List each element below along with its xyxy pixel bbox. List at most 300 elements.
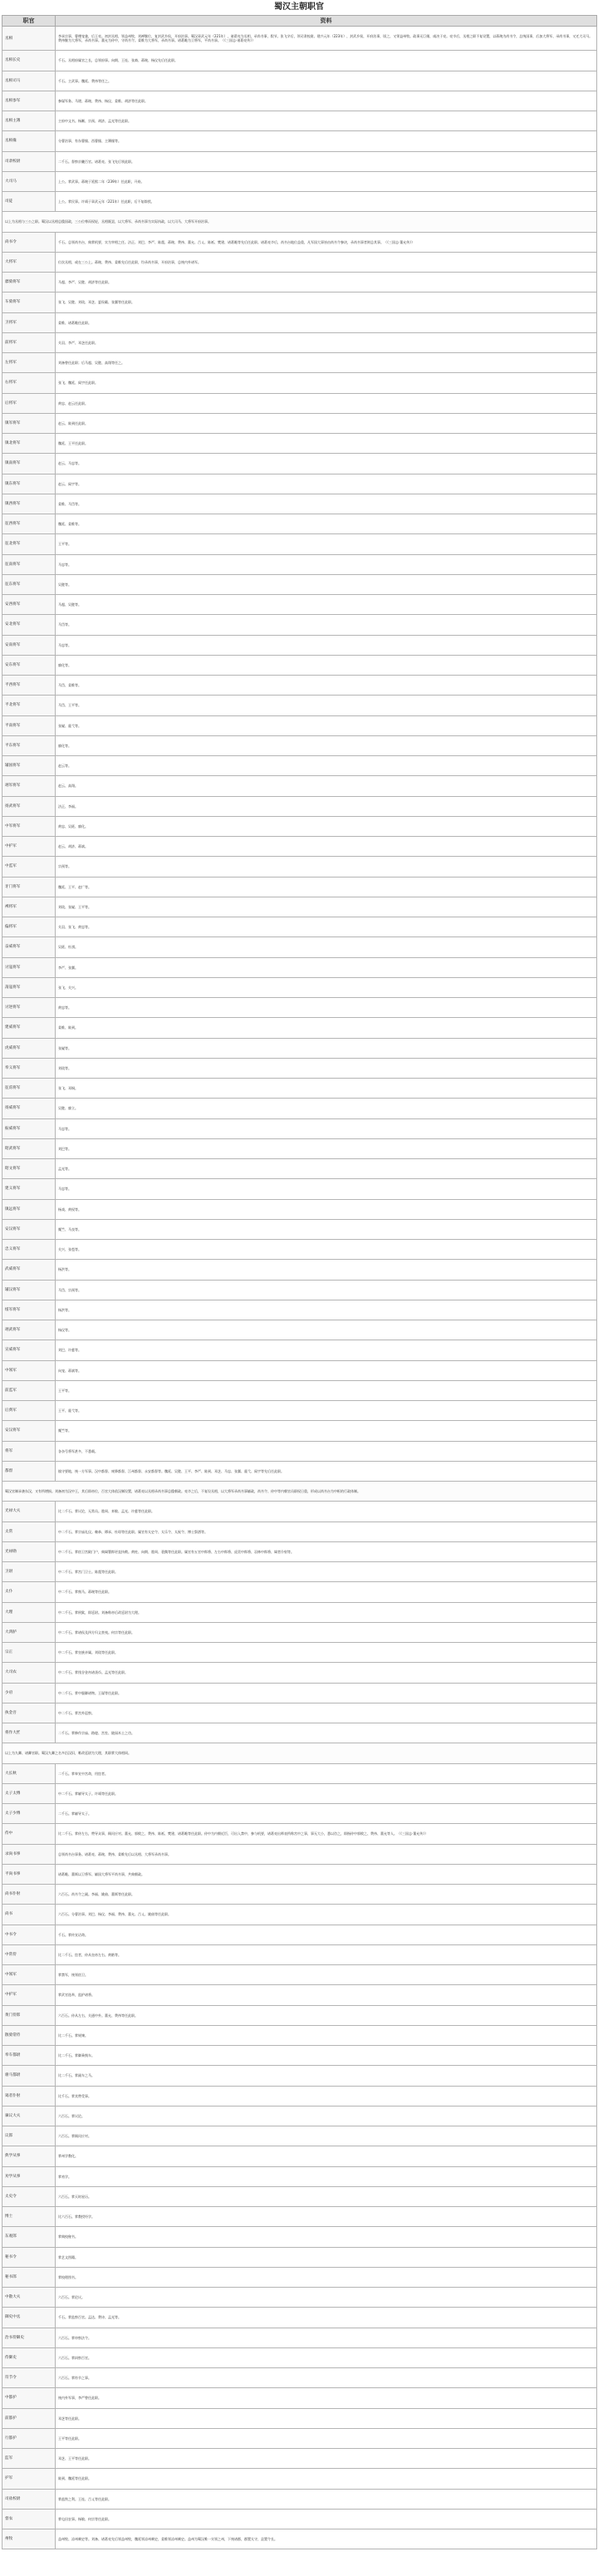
office-info: 掌校理图书。 <box>56 2267 597 2287</box>
office-info: 赵云、胡济、蒋斌。 <box>56 837 597 857</box>
office-name: 中书令 <box>2 1925 56 1944</box>
table-row <box>2 2126 597 2146</box>
office-info: 张飞、吴懿、刘琰、邓芝、夏侯霸、张翼等任此职。 <box>56 293 597 312</box>
table-row <box>2 1219 597 1239</box>
office-name: 安汉将军 <box>2 1219 56 1239</box>
office-name: 征东将军 <box>2 574 56 594</box>
office-name: 治书侍御史 <box>2 2328 56 2347</box>
table-row <box>2 2368 597 2388</box>
table-row <box>2 2489 597 2509</box>
table-row <box>2 2328 597 2347</box>
table-row <box>2 1985 597 2005</box>
office-info: 黄忠、吴班、廖化。 <box>56 816 597 836</box>
table-row <box>2 1360 597 1380</box>
table-row <box>2 2186 597 2206</box>
table-row <box>2 373 597 393</box>
office-name: 征西将军 <box>2 514 56 534</box>
table-row <box>2 696 597 715</box>
office-name: 征虏将军 <box>2 1079 56 1099</box>
office-info: 张嶷等。 <box>56 1038 597 1058</box>
summary-note: 以上为九卿、诸卿官职。蜀汉九卿之名多沿汉旧，唯改廷尉为大理，其职掌大体相同。 <box>2 1743 597 1763</box>
office-name: 奉车都尉 <box>2 2046 56 2066</box>
table-row <box>2 1703 597 1723</box>
office-name: 大鸿胪 <box>2 1622 56 1642</box>
office-info: 张嶷、霍弋等。 <box>56 715 597 735</box>
office-name: 卫尉 <box>2 1562 56 1582</box>
office-name: 侍中 <box>2 1824 56 1844</box>
office-name: 荡寇将军 <box>2 977 56 997</box>
office-info: 掌武官选举，监护诸将。 <box>56 1985 597 2005</box>
table-row <box>2 2146 597 2166</box>
office-info: 关羽、张飞、黄忠等。 <box>56 917 597 937</box>
office-info: 廖化等。 <box>56 655 597 675</box>
office-name: 护军 <box>2 2469 56 2489</box>
office-name: 平北将军 <box>2 696 56 715</box>
office-name: 平尚书事 <box>2 1864 56 1884</box>
office-name: 黄门侍郎 <box>2 2005 56 2025</box>
office-info: 中二千石。掌辅导太子。许靖等任此职。 <box>56 1783 597 1803</box>
table-row <box>2 171 597 191</box>
table-row <box>2 574 597 594</box>
table-row <box>2 2025 597 2045</box>
table-row <box>2 837 597 857</box>
office-info: 杨戏、黄权等。 <box>56 1199 597 1219</box>
office-info: 掌盐铁之利。王连、吕乂等任此职。 <box>56 2489 597 2509</box>
office-info: 向宠、蒋斌等。 <box>56 1360 597 1380</box>
office-name: 右将军 <box>2 373 56 393</box>
office-info: 中二千石。掌宫门卫士。陈震等任此职。 <box>56 1562 597 1582</box>
office-info: 镇守要地，统一方军事。汉中都督、庲降都督、江州都督、永安都督等。魏延、吴懿、王平、李严、陈到、邓芝、马忠、张翼、霍弋、阎宇等先后任此职。 <box>56 1461 597 1481</box>
office-info: 魏延、王平任此职。 <box>56 434 597 454</box>
office-info: 马超、李严、吴懿、胡济等任此职。 <box>56 273 597 293</box>
office-name: 太仆 <box>2 1582 56 1602</box>
office-info: 掌艺文图籍。 <box>56 2247 597 2267</box>
table-row <box>2 252 597 272</box>
office-name: 建威将军 <box>2 1018 56 1038</box>
office-name: 辅汉将军 <box>2 1280 56 1300</box>
table-row <box>2 1885 597 1905</box>
office-info: 掌州学教化。 <box>56 2146 597 2166</box>
table-row <box>2 1864 597 1884</box>
office-info: 邓芝、王平等任此职。 <box>56 2449 597 2469</box>
office-info: 比六百石。掌教授经学。 <box>56 2207 597 2227</box>
office-info: 诸葛瞻、董厥以卫将军、辅国大将军平尚书事，共典朝政。 <box>56 1864 597 1884</box>
office-name: 尚书 <box>2 1905 56 1925</box>
table-row <box>2 796 597 816</box>
office-info: 中二千石。掌宿卫宫殿门户，典谒署郎更直执戟。黄柱、向朗、谯周、裴儁等任此职。属官有五官中郎将、左右中郎将、虎贲中郎将、羽林中郎将、谒者仆射等。 <box>56 1541 597 1561</box>
office-name: 符节令 <box>2 2368 56 2388</box>
office-info: 六百石。掌顾问应对。 <box>56 2126 597 2146</box>
office-info: 张飞、邓铜。 <box>56 1079 597 1099</box>
office-info: 二千石。掌奉宣中宫命，用宦者。 <box>56 1763 597 1783</box>
office-name: 镇南将军 <box>2 454 56 474</box>
table-row <box>2 1320 597 1340</box>
office-info: 马岱、姜维等。 <box>56 676 597 696</box>
office-name: 讨逆将军 <box>2 998 56 1018</box>
office-info: 比二千石。掌侍左右，赞导众事，顾问应对。董允、郭攸之、费祎、陈祗、樊建、诸葛瞻等任此职。侍中为内朝近臣，可出入禁中，参与机要，诸葛亮出师表所称宫中之事，事无大小，悉以咨之，即指侍中郭攸之、费祎、董允等人。（《三国志·董允传》） <box>56 1824 597 1844</box>
table-row <box>2 393 597 413</box>
office-name: 征北将军 <box>2 534 56 554</box>
office-name: 前都护 <box>2 2408 56 2428</box>
office-info: 二千石。督察京畿百官。诸葛亮、张飞先后领此职。 <box>56 151 597 171</box>
office-name: 司盐校尉 <box>2 2489 56 2509</box>
office-info: 上公。掌民事。许靖于章武元年（221年）任此职，后不复除授。 <box>56 192 597 212</box>
office-info: 王平等。 <box>56 1380 597 1400</box>
table-row <box>2 1622 597 1642</box>
office-info: 六百石。掌议论。 <box>56 2106 597 2126</box>
office-info: 王平等任此职。 <box>56 2428 597 2448</box>
table-row <box>2 27 597 51</box>
table-row <box>2 413 597 433</box>
table-row <box>2 71 597 91</box>
office-name: 奋威将军 <box>2 937 56 957</box>
office-info: 掌典校秘书。 <box>56 2227 597 2247</box>
table-header-row <box>2 16 597 27</box>
table-row <box>2 1240 597 1260</box>
table-row <box>2 2509 597 2529</box>
office-info: 孟光等。 <box>56 1159 597 1179</box>
office-name: 昭文将军 <box>2 1159 56 1179</box>
office-info: 杨洪等。 <box>56 1300 597 1320</box>
office-info: 各杂号将军甚多，不悉载。 <box>56 1441 597 1461</box>
office-info: 马忠等。 <box>56 635 597 655</box>
office-info: 魏延、王平、赵广等。 <box>56 877 597 897</box>
table-row <box>2 494 597 514</box>
office-info: 六百石。侍从左右，关通中外。董允、费祎等任此职。 <box>56 2005 597 2025</box>
office-name: 车骑将军 <box>2 293 56 312</box>
office-name: 丞相司马 <box>2 71 56 91</box>
office-name: 州牧 <box>2 2529 56 2549</box>
office-info: 掌禁军，统领宿卫。 <box>56 1965 597 1985</box>
office-info: 李承宗事，曹傅宠兼，后王亮。初封丞相，领益州牧，刘禅继位，复封武乡侯，开府治事。蜀汉章武元年（221年），诸葛亮为丞相，录尚书事，假节。张飞卒后，领司隶校尉。建兴元年（223年），封武乡侯，开府治事，顷之，又领益州牧。政事无巨细，咸决于亮。亮卒后，丞相之职不复设置，以蒋琬为尚书令，总统国事，后加大将军、录尚书事，又迁大司马。费祎继为大将军，录尚书事。董允为侍中，守尚书令。姜维为大将军，录尚书事。诸葛瞻为卫将军，平尚书事。（《三国志·诸葛亮传》） <box>56 27 597 51</box>
office-info: 姜维、陈到。 <box>56 1018 597 1038</box>
office-name: 翊军将军 <box>2 776 56 796</box>
table-row <box>2 635 597 655</box>
office-name: 督农 <box>2 2509 56 2529</box>
office-name: 中领军 <box>2 1360 56 1380</box>
table-row <box>2 2166 597 2186</box>
office-info: 王平、霍弋等。 <box>56 1401 597 1421</box>
office-info: 千石。掌传宣诏命。 <box>56 1925 597 1944</box>
office-name: 骠骑将军 <box>2 273 56 293</box>
office-info: 吴懿等。 <box>56 574 597 594</box>
page-title: 蜀汉主朝职官 <box>274 2 324 12</box>
office-info: 马岱等。 <box>56 615 597 635</box>
office-name: 翊武将军 <box>2 1320 56 1340</box>
table-row <box>2 957 597 977</box>
office-info: 姜维、马岱等。 <box>56 494 597 514</box>
office-name: 丞相长史 <box>2 51 56 71</box>
office-name: 驸马都尉 <box>2 2066 56 2086</box>
office-info: 魏延、姜维等。 <box>56 514 597 534</box>
office-name: 中监军 <box>2 857 56 877</box>
office-name: 平东将军 <box>2 735 56 755</box>
office-name: 镇北将军 <box>2 434 56 454</box>
office-info: 二千石。掌修作宗庙、路寝、宫室、陵园木土之功。 <box>56 1723 597 1743</box>
table-row <box>2 273 597 293</box>
table-row <box>2 514 597 534</box>
table-row <box>2 1723 597 1743</box>
office-name: 散骑常侍 <box>2 2025 56 2045</box>
office-name: 镇东将军 <box>2 474 56 494</box>
office-name: 将作大匠 <box>2 1723 56 1743</box>
office-info: 张飞、关兴。 <box>56 977 597 997</box>
office-info: 比二千石。掌副车之马。 <box>56 2066 597 2086</box>
table-row <box>2 1844 597 1864</box>
office-name: 中领军 <box>2 1965 56 1985</box>
table-row <box>2 332 597 352</box>
table-row <box>2 1905 597 1925</box>
table-row <box>2 2288 597 2308</box>
table-row <box>2 1965 597 1985</box>
office-info: 宗预等。 <box>56 857 597 877</box>
office-info: 法正、李福。 <box>56 796 597 816</box>
office-name: 大理 <box>2 1602 56 1622</box>
office-name: 镇军将军 <box>2 413 56 433</box>
office-name: 奉义将军 <box>2 1058 56 1078</box>
office-info: 掌屯田农事。杨敏、何宗等任此职。 <box>56 2509 597 2529</box>
table-row <box>2 1541 597 1561</box>
table-row <box>2 1461 597 1481</box>
office-info: 中二千石。掌刑狱，即廷尉。刘备称帝后改廷尉为大理。 <box>56 1602 597 1622</box>
office-info: 廖化等。 <box>56 735 597 755</box>
table-row <box>2 1925 597 1944</box>
table-row <box>2 2529 597 2549</box>
office-name: 典学从事 <box>2 2146 56 2166</box>
office-info: 赵云等。 <box>56 756 597 776</box>
office-name: 侍御史 <box>2 2347 56 2367</box>
office-info: 黄忠等。 <box>56 998 597 1018</box>
table-row <box>2 2308 597 2328</box>
office-info: 比二千石。宦者，侍从皇帝左右。黄皓等。 <box>56 1944 597 1964</box>
office-name: 振威将军 <box>2 1118 56 1138</box>
table-row <box>2 877 597 897</box>
table-row <box>2 2388 597 2408</box>
table-row <box>2 1280 597 1300</box>
office-name: 丞相参军 <box>2 91 56 111</box>
office-name: 司徒 <box>2 192 56 212</box>
office-name: 征南将军 <box>2 554 56 574</box>
office-name: 谒者仆射 <box>2 2086 56 2106</box>
office-name: 后典军 <box>2 1401 56 1421</box>
office-info: 比千石。掌宾赞受事。 <box>56 2086 597 2106</box>
office-name: 少府 <box>2 1683 56 1703</box>
table-row <box>2 897 597 917</box>
table-row <box>2 2247 597 2267</box>
table-row <box>2 51 597 71</box>
table-row <box>2 1804 597 1824</box>
office-name: 前监军 <box>2 1380 56 1400</box>
office-info: 马忠等。 <box>56 1118 597 1138</box>
office-name: 安西将军 <box>2 595 56 615</box>
office-name: 秘书郎 <box>2 2267 56 2287</box>
office-name: 扬武将军 <box>2 796 56 816</box>
office-name: 中散大夫 <box>2 2288 56 2308</box>
office-name: 司隶校尉 <box>2 151 56 171</box>
table-row <box>2 192 597 212</box>
table-row <box>2 1683 597 1703</box>
table-row <box>2 676 597 696</box>
table-body <box>2 27 597 2549</box>
office-name: 监军 <box>2 2449 56 2469</box>
office-name: 讨寇将军 <box>2 957 56 977</box>
office-name: 后将军 <box>2 393 56 413</box>
office-info: 六百石。掌天时星历。 <box>56 2186 597 2206</box>
office-info: 王平等。 <box>56 534 597 554</box>
table-row <box>2 474 597 494</box>
office-info: 刘琰等。 <box>56 1058 597 1078</box>
table-row <box>2 1502 597 1522</box>
table-row <box>2 1058 597 1078</box>
office-name: 安东将军 <box>2 655 56 675</box>
table-row <box>2 353 597 373</box>
office-info: 中二千石。掌钱谷金帛诸货币。孟光等任此职。 <box>56 1663 597 1683</box>
office-info: 位次丞相，或在三公上。蒋琬、费祎、姜维先后任此职，均录尚书事，开府治事，总统内外诸军。 <box>56 252 597 272</box>
office-info: 吴懿、廖立。 <box>56 1099 597 1118</box>
office-info: 陈到、魏延等任此职。 <box>56 2469 597 2489</box>
table-row <box>2 1441 597 1461</box>
office-name: 建义将军 <box>2 1179 56 1199</box>
office-name: 秘书令 <box>2 2247 56 2267</box>
office-info: 千石。主武事。魏延、费祎等任之。 <box>56 71 597 91</box>
table-row <box>2 816 597 836</box>
office-info: 赵云、高翔。 <box>56 776 597 796</box>
office-name: 牙门将军 <box>2 877 56 897</box>
office-name: 绥军将军 <box>2 1300 56 1320</box>
office-name: 昭武将军 <box>2 1138 56 1158</box>
office-info: 分曹治事，有东曹掾、西曹掾、主簿掾等。 <box>56 131 597 151</box>
table-row <box>2 1562 597 1582</box>
office-info: 马岱、宗预等。 <box>56 1280 597 1300</box>
office-info: 中二千石。掌皇族亲属。刘琰等任此职。 <box>56 1643 597 1663</box>
office-name: 太子太傅 <box>2 1783 56 1803</box>
office-name: 博士 <box>2 2207 56 2227</box>
office-info: 千石。总领尚书台，典掌机要，实为宰相之任。法正、刘巴、李严、陈震、蒋琬、费祎、董允、吕乂、陈祗、樊建、诸葛瞻等先后任此职。诸葛亮卒后，尚书台地位益重，凡军国大事皆由尚书令参决，录尚书事者则总其事。（《三国志·董允传》） <box>56 232 597 252</box>
table-row <box>2 1643 597 1663</box>
office-info: 黄忠、赵云任此职。 <box>56 393 597 413</box>
office-name: 劝学从事 <box>2 2166 56 2186</box>
office-info: 中二千石。掌宫外巡察。 <box>56 1703 597 1723</box>
office-info: 关羽、李严、邓芝任此职。 <box>56 332 597 352</box>
office-name: 宣威将军 <box>2 1340 56 1360</box>
table-row <box>2 776 597 796</box>
office-name: 太史令 <box>2 2186 56 2206</box>
office-info: 六百石。尚书令之副。李福、姚伷、董厥等任此职。 <box>56 1885 597 1905</box>
office-name: 丞相掾 <box>2 131 56 151</box>
table-row <box>2 2469 597 2489</box>
office-name: 光禄勋 <box>2 1541 56 1561</box>
office-info: 李严、张翼。 <box>56 957 597 977</box>
office-name: 卫将军 <box>2 312 56 332</box>
table-row <box>2 1783 597 1803</box>
table-row <box>2 2227 597 2247</box>
office-info: 糜竺、马良等。 <box>56 1219 597 1239</box>
office-info: 糜竺等。 <box>56 1421 597 1441</box>
office-name: 行都护 <box>2 2428 56 2448</box>
office-name: 镇西将军 <box>2 494 56 514</box>
table-row <box>2 2086 597 2106</box>
office-info: 六百石。掌纠察百官。 <box>56 2347 597 2367</box>
table-row <box>2 151 597 171</box>
table-row <box>2 212 597 232</box>
office-name: 平西将军 <box>2 676 56 696</box>
office-name: 前将军 <box>2 332 56 352</box>
office-info: 比二千石。掌御乘舆车。 <box>56 2046 597 2066</box>
office-name: 太常 <box>2 1522 56 1541</box>
office-name: 中军将军 <box>2 816 56 836</box>
table-row <box>2 1018 597 1038</box>
office-info: 比二千石。掌议论，无常员。谯周、来敏、孟光、许慈等任此职。 <box>56 1502 597 1522</box>
office-name: 丞相主簿 <box>2 111 56 131</box>
office-name: 谏议大夫 <box>2 2106 56 2126</box>
table-row <box>2 91 597 111</box>
table-row <box>2 937 597 957</box>
office-name: 大司马 <box>2 171 56 191</box>
table-row <box>2 756 597 776</box>
office-info: 赵云、阎宇等。 <box>56 474 597 494</box>
table-row <box>2 1340 597 1360</box>
table-row <box>2 2005 597 2025</box>
table-row <box>2 1824 597 1844</box>
table-row <box>2 434 597 454</box>
office-name: 中常侍 <box>2 1944 56 1964</box>
office-name: 录尚书事 <box>2 1844 56 1864</box>
office-name: 御史中丞 <box>2 2308 56 2328</box>
office-info: 六百石。掌审察法令。 <box>56 2328 597 2347</box>
table-row <box>2 2207 597 2227</box>
table-row <box>2 2428 597 2448</box>
office-info: 上公。掌武事。蒋琬于延熙二年（239年）任此职，开府。 <box>56 171 597 191</box>
office-info: 千石。掌监察百官。孟达、费诗、孟光等。 <box>56 2308 597 2328</box>
table-row <box>2 1482 597 1502</box>
table-row <box>2 1663 597 1683</box>
office-info: 赵云、马忠等。 <box>56 454 597 474</box>
table-row <box>2 655 597 675</box>
office-name: 尚书令 <box>2 232 56 252</box>
office-info: 赵云、陈到任此职。 <box>56 413 597 433</box>
table-row <box>2 615 597 635</box>
office-info: 中二千石。掌诸侯及四方归义蛮夷。何宗等任此职。 <box>56 1622 597 1642</box>
office-name: 中都护 <box>2 2388 56 2408</box>
table-row <box>2 1138 597 1158</box>
office-name: 光禄大夫 <box>2 1502 56 1522</box>
office-name: 虎威将军 <box>2 1038 56 1058</box>
office-name: 大将军 <box>2 252 56 272</box>
table-row <box>2 2066 597 2086</box>
table-row <box>2 2106 597 2126</box>
office-info: 比二千石。掌规谏。 <box>56 2025 597 2045</box>
table-row <box>2 595 597 615</box>
office-info: 姜维、诸葛瞻任此职。 <box>56 312 597 332</box>
office-info: 马超、吴懿等。 <box>56 595 597 615</box>
office-info: 中二千石。掌舆马。蒋琬等任此职。 <box>56 1582 597 1602</box>
office-info: 马岱、王平等。 <box>56 696 597 715</box>
office-name: 左将军 <box>2 353 56 373</box>
office-info: 六百石。分曹治事。刘巴、杨仪、李福、费祎、董允、吕乂、姚伷等任此职。 <box>56 1905 597 1925</box>
office-info: 掌劝学。 <box>56 2166 597 2186</box>
table-row <box>2 735 597 755</box>
office-name: 安北将军 <box>2 615 56 635</box>
table-row <box>2 1602 597 1622</box>
column-header-office: 职官 <box>2 16 56 27</box>
table-row <box>2 232 597 252</box>
office-name: 执金吾 <box>2 1703 56 1723</box>
summary-note: 蜀汉官制承袭东汉，又有所增损。刘备初为汉中王，其后即帝位，百官大体依汉制设置，诸葛亮以丞相录尚书事总揽朝政。亮卒之后，不复设丞相，以大将军录尚书事辅政，尚书令、侍中等内朝官员职权日重，形成以尚书台为中枢的行政体制。 <box>2 1482 597 1502</box>
office-info: 益州牧、凉州刺史等。刘备、诸葛亮先后领益州牧，魏延领凉州刺史，姜维领凉州刺史。益州为蜀汉唯一实领之州，下统诸郡，郡置太守，县置令长。 <box>56 2529 597 2549</box>
table-row <box>2 1260 597 1280</box>
office-info: 参谋军务。马谡、蒋琬、费祎、杨仪、姜维、胡济等任此职。 <box>56 91 597 111</box>
office-name: 偏将军 <box>2 917 56 937</box>
